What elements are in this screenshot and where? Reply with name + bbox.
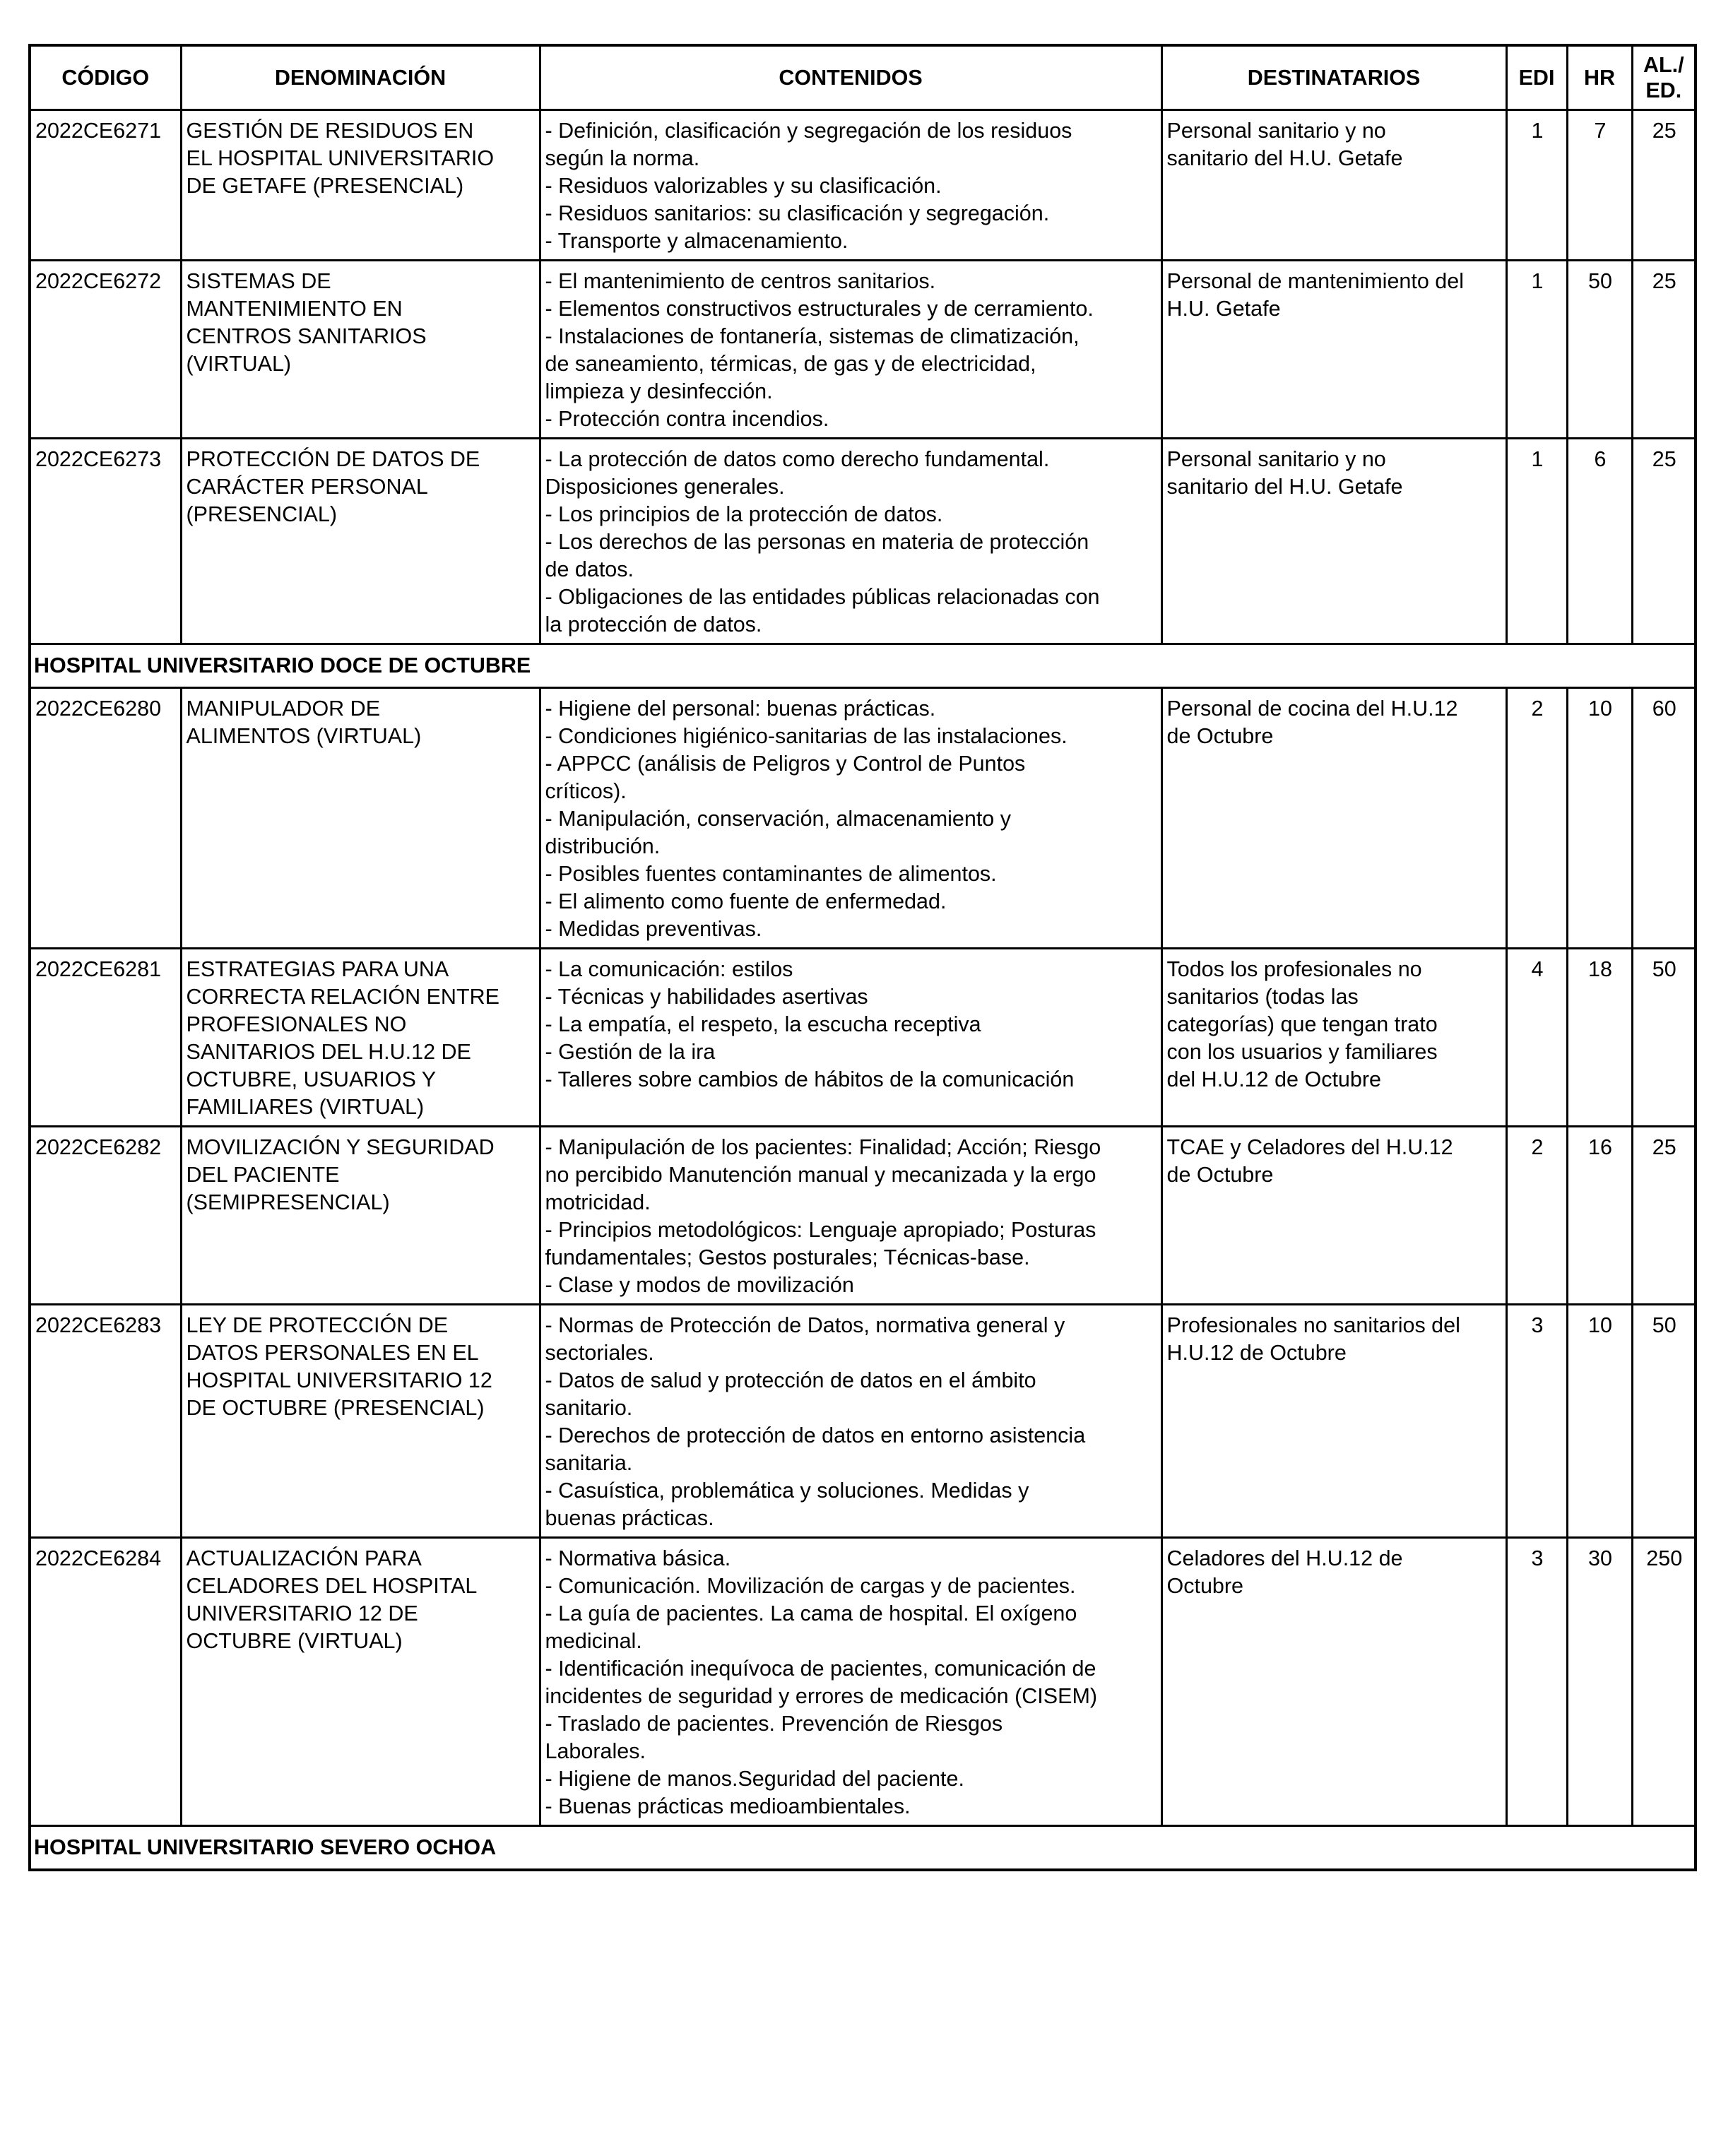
text-line: DEL PACIENTE	[186, 1163, 340, 1187]
text-line: PROTECCIÓN DE DATOS DE	[186, 447, 480, 471]
text-line: sanitario del H.U. Getafe	[1166, 146, 1403, 170]
text-line: sanitaria.	[545, 1451, 633, 1475]
text-line: incidentes de seguridad y errores de medicación (CISEM)	[545, 1684, 1098, 1708]
text-line: no percibido Manutención manual y mecanizada y la ergo	[545, 1163, 1096, 1187]
table-row	[30, 1127, 1696, 1305]
table-row	[30, 110, 1696, 261]
text-line: Laborales.	[545, 1739, 646, 1763]
text-line: de Octubre	[1166, 1163, 1274, 1187]
text-line: - Elementos constructivos estructurales y de cerramiento.	[545, 297, 1094, 321]
text-line: críticos).	[545, 779, 627, 803]
cell-codigo: 2022CE6283	[30, 1305, 181, 1538]
text-line: CORRECTA RELACIÓN ENTRE	[186, 985, 499, 1009]
text-line: - Normas de Protección de Datos, normativa general y	[545, 1313, 1065, 1337]
text-line: - Residuos sanitarios: su clasificación y segregación.	[545, 201, 1050, 225]
text-line: - Los derechos de las personas en materia de protección	[545, 530, 1089, 554]
text-line: Disposiciones generales.	[545, 475, 785, 499]
text-line: (PRESENCIAL)	[186, 502, 338, 526]
text-line: PROFESIONALES NO	[186, 1012, 407, 1036]
cell-denominacion	[181, 1305, 540, 1538]
text-line: - APPCC (análisis de Peligros y Control de Puntos	[545, 752, 1026, 776]
cell-codigo: 2022CE6281	[30, 949, 181, 1127]
text-line: (VIRTUAL)	[186, 352, 292, 376]
header-edi: EDI	[1506, 45, 1567, 110]
text-line: ESTRATEGIAS PARA UNA	[186, 957, 449, 981]
text-line: - Identificación inequívoca de pacientes, comunicación de	[545, 1657, 1096, 1681]
text-line: - Manipulación de los pacientes: Finalidad; Acción; Riesgo	[545, 1135, 1101, 1159]
text-line: de datos.	[545, 557, 634, 581]
text-line: del H.U.12 de Octubre	[1166, 1067, 1381, 1091]
cell-al-ed: 50	[1632, 1305, 1696, 1538]
section-severo	[30, 1826, 1696, 1871]
cell-al-ed: 50	[1632, 949, 1696, 1127]
header-al-ed: AL./ ED.	[1632, 45, 1696, 110]
section-row	[30, 644, 1696, 688]
text-line: - Gestión de la ira	[545, 1040, 716, 1064]
section-title-severo: HOSPITAL UNIVERSITARIO SEVERO OCHOA	[30, 1826, 1696, 1871]
text-line: sanitarios (todas las	[1166, 985, 1359, 1009]
text-line: sanitario.	[545, 1396, 633, 1420]
cell-al-ed: 25	[1632, 261, 1696, 439]
text-line: DE OCTUBRE (PRESENCIAL)	[186, 1396, 485, 1420]
cell-codigo: 2022CE6272	[30, 261, 181, 439]
text-line: Personal de mantenimiento del	[1166, 269, 1464, 293]
text-line: - Casuística, problemática y soluciones. Medidas y	[545, 1479, 1029, 1503]
text-line: buenas prácticas.	[545, 1506, 714, 1530]
text-line: Todos los profesionales no	[1166, 957, 1422, 981]
text-line: MANTENIMIENTO EN	[186, 297, 403, 321]
text-line: - La comunicación: estilos	[545, 957, 793, 981]
cell-destinatarios	[1161, 261, 1506, 439]
getafe-rows	[30, 110, 1696, 644]
cell-contenidos	[540, 110, 1161, 261]
text-line: - Comunicación. Movilización de cargas y de pacientes.	[545, 1574, 1076, 1598]
cell-hr: 50	[1567, 261, 1632, 439]
cell-edi: 1	[1506, 110, 1567, 261]
cell-codigo: 2022CE6280	[30, 688, 181, 949]
section-row	[30, 1826, 1696, 1871]
doce-rows	[30, 688, 1696, 1826]
cell-edi: 3	[1506, 1538, 1567, 1826]
text-line: - Manipulación, conservación, almacenamiento y	[545, 807, 1011, 831]
text-line: - Transporte y almacenamiento.	[545, 229, 848, 253]
text-line: - Obligaciones de las entidades públicas relacionadas con	[545, 585, 1100, 609]
cell-hr: 18	[1567, 949, 1632, 1127]
text-line: - Higiene del personal: buenas prácticas.	[545, 697, 936, 721]
cell-edi: 1	[1506, 439, 1567, 644]
header-contenidos: CONTENIDOS	[540, 45, 1161, 110]
text-line: sanitario del H.U. Getafe	[1166, 475, 1403, 499]
cell-codigo: 2022CE6273	[30, 439, 181, 644]
text-line: de Octubre	[1166, 724, 1274, 748]
text-line: - Higiene de manos.Seguridad del paciente.	[545, 1767, 964, 1791]
text-line: - Técnicas y habilidades asertivas	[545, 985, 868, 1009]
text-line: - El alimento como fuente de enfermedad.	[545, 889, 947, 913]
text-line: limpieza y desinfección.	[545, 379, 773, 403]
text-line: - Buenas prácticas medioambientales.	[545, 1794, 911, 1818]
text-line: CENTROS SANITARIOS	[186, 324, 427, 348]
cell-al-ed: 25	[1632, 1127, 1696, 1305]
text-line: la protección de datos.	[545, 612, 762, 636]
cell-edi: 4	[1506, 949, 1567, 1127]
text-line: ACTUALIZACIÓN PARA	[186, 1546, 422, 1570]
text-line: SANITARIOS DEL H.U.12 DE	[186, 1040, 471, 1064]
text-line: Personal sanitario y no	[1166, 447, 1386, 471]
text-line: DATOS PERSONALES EN EL	[186, 1341, 479, 1365]
text-line: OCTUBRE, USUARIOS Y	[186, 1067, 437, 1091]
cell-hr: 7	[1567, 110, 1632, 261]
text-line: - Condiciones higiénico-sanitarias de las instalaciones.	[545, 724, 1068, 748]
text-line: H.U. Getafe	[1166, 297, 1281, 321]
text-line: - Talleres sobre cambios de hábitos de la comunicación	[545, 1067, 1075, 1091]
cell-edi: 2	[1506, 1127, 1567, 1305]
cell-destinatarios	[1161, 688, 1506, 949]
text-line: - Posibles fuentes contaminantes de alimentos.	[545, 862, 997, 886]
cell-hr: 16	[1567, 1127, 1632, 1305]
text-line: DE GETAFE (PRESENCIAL)	[186, 174, 464, 198]
text-line: - La guía de pacientes. La cama de hospital. El oxígeno	[545, 1601, 1077, 1625]
text-line: fundamentales; Gestos posturales; Técnicas-base.	[545, 1245, 1030, 1269]
cell-codigo: 2022CE6284	[30, 1538, 181, 1826]
text-line: - Instalaciones de fontanería, sistemas de climatización,	[545, 324, 1080, 348]
header-row	[30, 45, 1696, 110]
cell-contenidos	[540, 1305, 1161, 1538]
text-line: motricidad.	[545, 1190, 651, 1214]
cell-edi: 2	[1506, 688, 1567, 949]
cell-codigo: 2022CE6271	[30, 110, 181, 261]
text-line: - Traslado de pacientes. Prevención de Riesgos	[545, 1712, 1003, 1736]
text-line: FAMILIARES (VIRTUAL)	[186, 1095, 425, 1119]
text-line: Celadores del H.U.12 de	[1166, 1546, 1403, 1570]
text-line: - Protección contra incendios.	[545, 407, 829, 431]
text-line: ALIMENTOS (VIRTUAL)	[186, 724, 422, 748]
text-line: Personal de cocina del H.U.12	[1166, 697, 1458, 721]
table-row	[30, 688, 1696, 949]
text-line: MOVILIZACIÓN Y SEGURIDAD	[186, 1135, 495, 1159]
cell-edi: 1	[1506, 261, 1567, 439]
text-line: - Los principios de la protección de datos.	[545, 502, 943, 526]
header-codigo: CÓDIGO	[30, 45, 181, 110]
cell-denominacion	[181, 1127, 540, 1305]
text-line: - Residuos valorizables y su clasificación.	[545, 174, 942, 198]
cell-destinatarios	[1161, 949, 1506, 1127]
cell-al-ed: 25	[1632, 439, 1696, 644]
cell-edi: 3	[1506, 1305, 1567, 1538]
text-line: UNIVERSITARIO 12 DE	[186, 1601, 418, 1625]
text-line: EL HOSPITAL UNIVERSITARIO	[186, 146, 495, 170]
text-line: - Normativa básica.	[545, 1546, 731, 1570]
text-line: LEY DE PROTECCIÓN DE	[186, 1313, 449, 1337]
cell-contenidos	[540, 439, 1161, 644]
cell-al-ed: 25	[1632, 110, 1696, 261]
text-line: - El mantenimiento de centros sanitarios.	[545, 269, 936, 293]
text-line: GESTIÓN DE RESIDUOS EN	[186, 119, 474, 143]
text-line: - Clase y modos de movilización	[545, 1273, 854, 1297]
text-line: - Datos de salud y protección de datos en el ámbito	[545, 1368, 1036, 1392]
text-line: CARÁCTER PERSONAL	[186, 475, 428, 499]
text-line: - La empatía, el respeto, la escucha receptiva	[545, 1012, 981, 1036]
text-line: - Principios metodológicos: Lenguaje apropiado; Posturas	[545, 1218, 1096, 1242]
text-line: medicinal.	[545, 1629, 642, 1653]
cell-denominacion	[181, 439, 540, 644]
table-row	[30, 1305, 1696, 1538]
text-line: - La protección de datos como derecho fundamental.	[545, 447, 1050, 471]
text-line: H.U.12 de Octubre	[1166, 1341, 1347, 1365]
text-line: de saneamiento, térmicas, de gas y de electricidad,	[545, 352, 1036, 376]
section-title-doce: HOSPITAL UNIVERSITARIO DOCE DE OCTUBRE	[30, 644, 1696, 688]
text-line: Personal sanitario y no	[1166, 119, 1386, 143]
cell-denominacion	[181, 949, 540, 1127]
text-line: según la norma.	[545, 146, 700, 170]
text-line: MANIPULADOR DE	[186, 697, 381, 721]
courses-table	[28, 44, 1697, 1871]
cell-hr: 10	[1567, 1305, 1632, 1538]
header-destinatarios: DESTINATARIOS	[1161, 45, 1506, 110]
cell-al-ed: 60	[1632, 688, 1696, 949]
text-line: - Medidas preventivas.	[545, 917, 762, 941]
cell-contenidos	[540, 1127, 1161, 1305]
table-row	[30, 1538, 1696, 1826]
cell-hr: 30	[1567, 1538, 1632, 1826]
table-row	[30, 949, 1696, 1127]
text-line: (SEMIPRESENCIAL)	[186, 1190, 390, 1214]
cell-destinatarios	[1161, 1127, 1506, 1305]
cell-denominacion	[181, 688, 540, 949]
cell-destinatarios	[1161, 1538, 1506, 1826]
text-line: OCTUBRE (VIRTUAL)	[186, 1629, 403, 1653]
text-line: categorías) que tengan trato	[1166, 1012, 1438, 1036]
text-line: - Definición, clasificación y segregación de los residuos	[545, 119, 1072, 143]
cell-contenidos	[540, 1538, 1161, 1826]
cell-denominacion	[181, 261, 540, 439]
cell-contenidos	[540, 688, 1161, 949]
text-line: distribución.	[545, 834, 661, 858]
cell-destinatarios	[1161, 110, 1506, 261]
table-row	[30, 439, 1696, 644]
cell-contenidos	[540, 261, 1161, 439]
section-doce	[30, 644, 1696, 688]
text-line: sectoriales.	[545, 1341, 654, 1365]
cell-denominacion	[181, 1538, 540, 1826]
text-line: Octubre	[1166, 1574, 1243, 1598]
cell-hr: 10	[1567, 688, 1632, 949]
text-line: Profesionales no sanitarios del	[1166, 1313, 1460, 1337]
text-line: CELADORES DEL HOSPITAL	[186, 1574, 478, 1598]
text-line: SISTEMAS DE	[186, 269, 331, 293]
text-line: TCAE y Celadores del H.U.12	[1166, 1135, 1453, 1159]
cell-contenidos	[540, 949, 1161, 1127]
cell-codigo: 2022CE6282	[30, 1127, 181, 1305]
cell-denominacion	[181, 110, 540, 261]
table-row	[30, 261, 1696, 439]
text-line: - Derechos de protección de datos en entorno asistencia	[545, 1423, 1086, 1447]
cell-destinatarios	[1161, 1305, 1506, 1538]
cell-destinatarios	[1161, 439, 1506, 644]
text-line: HOSPITAL UNIVERSITARIO 12	[186, 1368, 492, 1392]
text-line: con los usuarios y familiares	[1166, 1040, 1438, 1064]
header-denominacion: DENOMINACIÓN	[181, 45, 540, 110]
header-hr: HR	[1567, 45, 1632, 110]
cell-al-ed: 250	[1632, 1538, 1696, 1826]
cell-hr: 6	[1567, 439, 1632, 644]
